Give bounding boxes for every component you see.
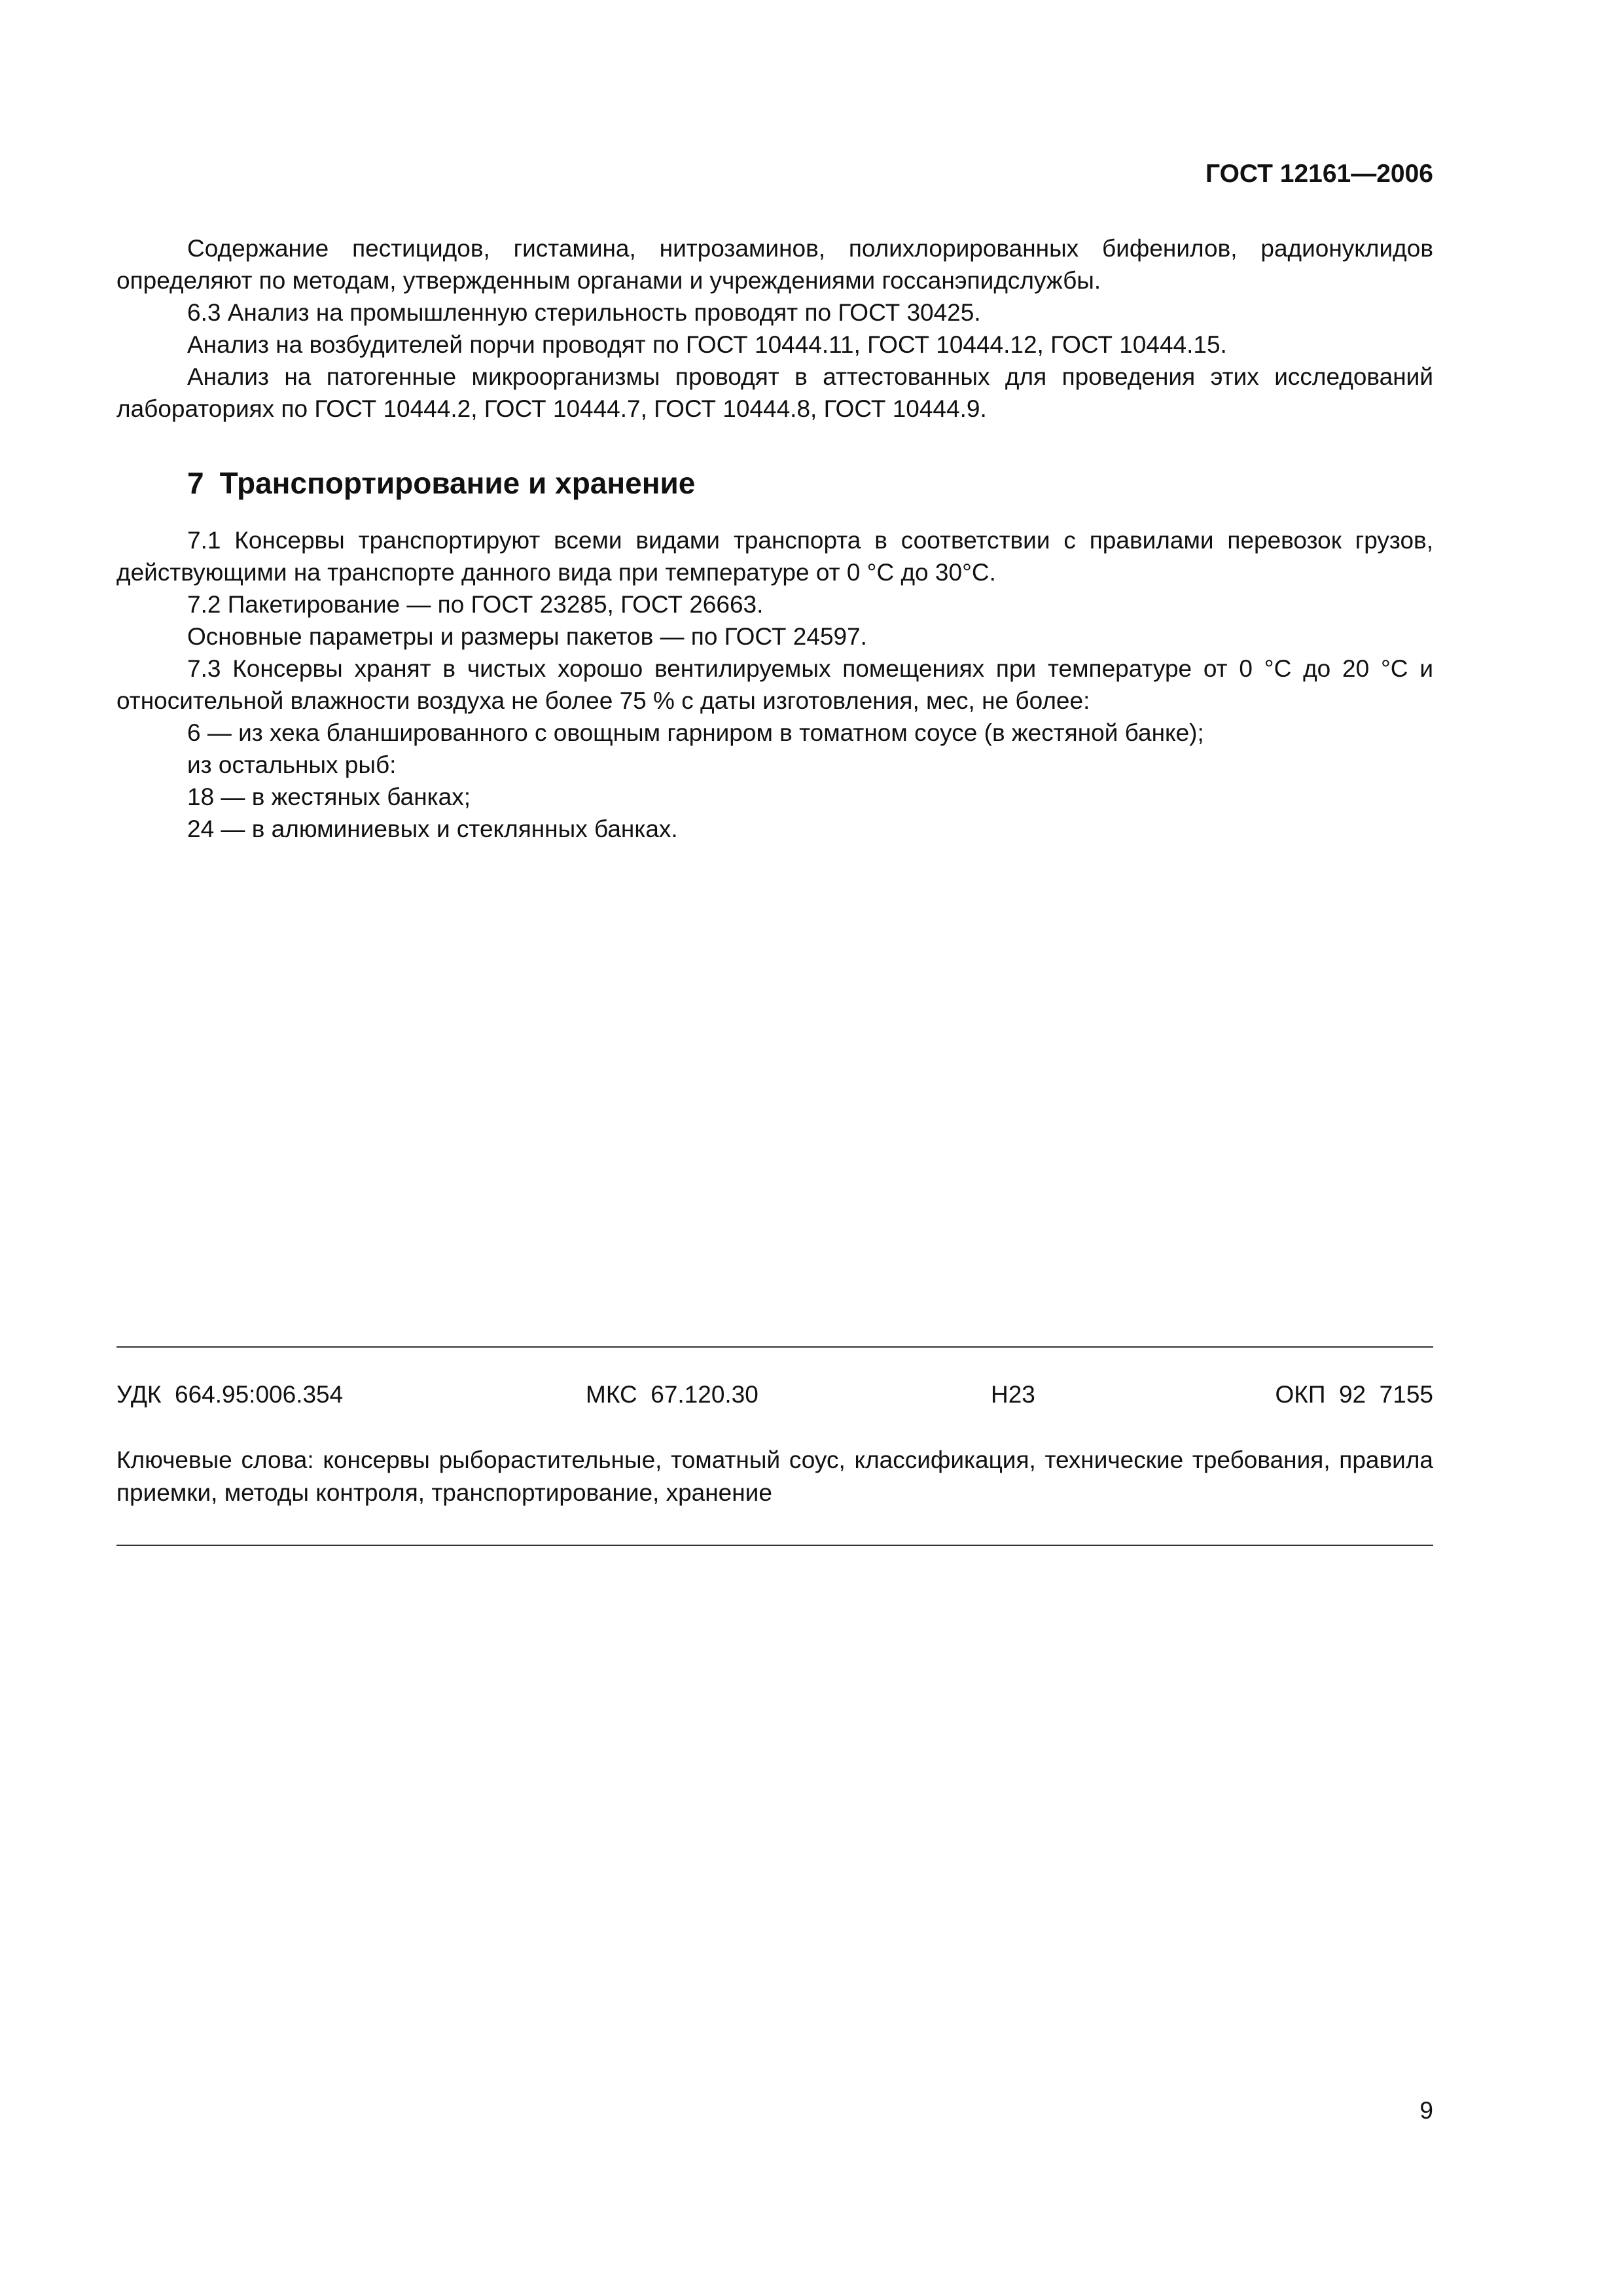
page-number: 9 bbox=[1419, 2097, 1433, 2124]
paragraph: Анализ на возбудителей порчи проводят по ГОСТ 10444.11, ГОСТ 10444.12, ГОСТ 10444.15. bbox=[187, 331, 1227, 358]
section-number: 7 bbox=[187, 466, 204, 500]
paragraph: Анализ на патогенные микроорганизмы проводят в аттестованных для проведения этих исследований лабораториях по ГОСТ 10444.2, ГОСТ 10444.7, ГОСТ 10444.8, ГОСТ 10444.9. bbox=[116, 363, 1433, 422]
section-7-text bbox=[116, 524, 1433, 845]
udk-code: УДК 664.95:006.354 bbox=[116, 1381, 344, 1408]
paragraph: Содержание пестицидов, гистамина, нитрозаминов, полихлорированных бифенилов, радионуклидов определяют по методам, утвержденным органами и учреждениями госсанэпидслужбы. bbox=[116, 235, 1433, 294]
mks-code: МКС 67.120.30 bbox=[586, 1381, 758, 1408]
divider-bottom bbox=[116, 1545, 1433, 1546]
section-7-heading bbox=[116, 463, 1433, 503]
h-code: Н23 bbox=[991, 1381, 1035, 1408]
paragraph: 7.3 Консервы хранят в чистых хорошо вентилируемых помещениях при температуре от 0 °С до 20 °С и относительной влажности воздуха не более 75 % с даты изготовления, мес, не более: bbox=[116, 655, 1433, 714]
okp-code: ОКП 92 7155 bbox=[1275, 1381, 1433, 1408]
paragraph: Основные параметры и размеры пакетов — по ГОСТ 24597. bbox=[187, 623, 867, 650]
keywords: Ключевые слова: консервы рыборастительные, томатный соус, классификация, технические требования, правила приемки, методы контроля, транспортирование, хранение bbox=[116, 1446, 1433, 1506]
paragraph: 18 — в жестяных банках; bbox=[187, 783, 471, 810]
document-standard-number: ГОСТ 12161—2006 bbox=[1205, 160, 1433, 188]
paragraph: 6 — из хека бланшированного с овощным гарниром в томатном соусе (в жестяной банке); bbox=[187, 719, 1204, 746]
section-6-text bbox=[116, 232, 1433, 425]
paragraph: из остальных рыб: bbox=[187, 751, 397, 778]
paragraph: 24 — в алюминиевых и стеклянных банках. bbox=[187, 816, 678, 842]
divider-top bbox=[116, 1346, 1433, 1348]
classification-codes bbox=[116, 1378, 1433, 1411]
paragraph: 7.2 Пакетирование — по ГОСТ 23285, ГОСТ 26663. bbox=[187, 591, 764, 618]
paragraph: 6.3 Анализ на промышленную стерильность проводят по ГОСТ 30425. bbox=[187, 299, 981, 326]
paragraph: 7.1 Консервы транспортируют всеми видами транспорта в соответствии с правилами перевозок грузов, действующими на транспорте данного вида при температуре от 0 °С до 30°С. bbox=[116, 527, 1433, 586]
section-title: Транспортирование и хранение bbox=[219, 466, 696, 500]
